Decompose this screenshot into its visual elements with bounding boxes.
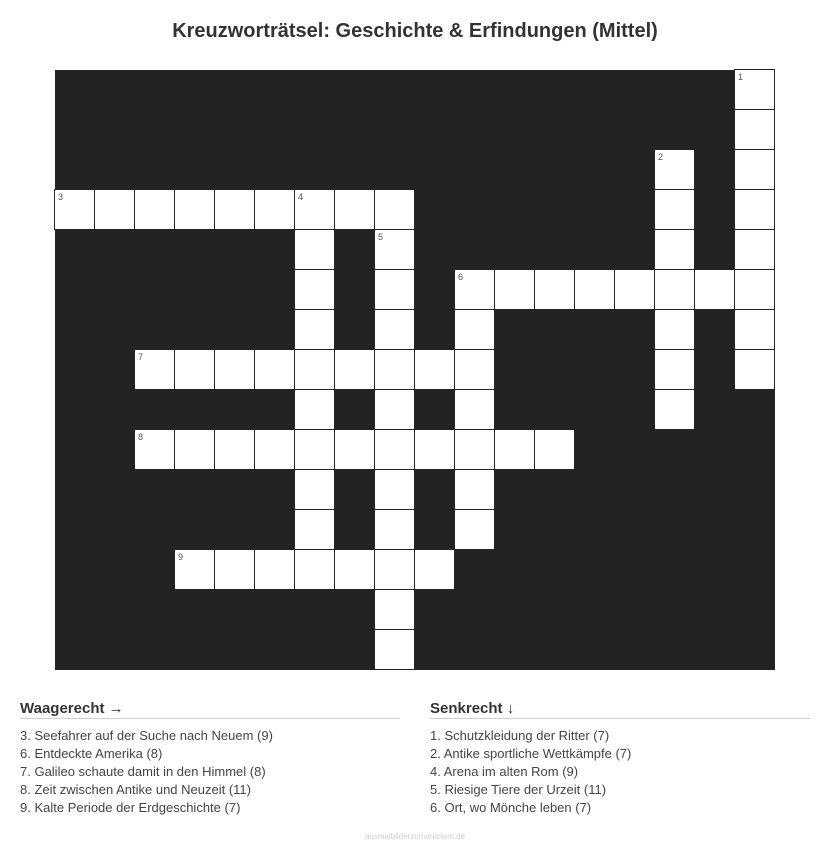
grid-cell[interactable] [134, 189, 175, 230]
grid-cell[interactable] [54, 189, 95, 230]
grid-cell[interactable] [174, 549, 215, 590]
grid-cell[interactable] [574, 269, 615, 310]
grid-cell[interactable] [294, 509, 335, 550]
clue-number: 2 [658, 152, 664, 162]
grid-cell[interactable] [694, 269, 735, 310]
grid-cell[interactable] [374, 229, 415, 270]
grid-cell[interactable] [454, 389, 495, 430]
grid-cell[interactable] [654, 229, 695, 270]
grid-cell[interactable] [654, 389, 695, 430]
grid-cell[interactable] [294, 349, 335, 390]
grid-cell[interactable] [174, 189, 215, 230]
clue-across-9: 9. Kalte Periode der Erdgeschichte (7) [20, 800, 241, 815]
clue-number: 4 [298, 192, 304, 202]
grid-cell[interactable] [94, 189, 135, 230]
grid-cell[interactable] [374, 189, 415, 230]
grid-cell[interactable] [454, 429, 495, 470]
grid-cell[interactable] [294, 309, 335, 350]
clue-across-7: 7. Galileo schaute damit in den Himmel (8) [20, 764, 266, 779]
grid-cell[interactable] [134, 349, 175, 390]
grid-cell[interactable] [734, 69, 775, 110]
clue-number: 9 [178, 552, 184, 562]
clue-down-1: 1. Schutzkleidung der Ritter (7) [430, 728, 610, 743]
grid-cell[interactable] [374, 589, 415, 630]
grid-cell[interactable] [654, 349, 695, 390]
clue-number: 8 [138, 432, 144, 442]
grid-cell[interactable] [374, 309, 415, 350]
grid-cell[interactable] [494, 269, 535, 310]
grid-cell[interactable] [334, 189, 375, 230]
grid-cell[interactable] [734, 109, 775, 150]
grid-cell[interactable] [174, 349, 215, 390]
grid-cell[interactable] [294, 229, 335, 270]
clue-across-3: 3. Seefahrer auf der Suche nach Neuem (9) [20, 728, 273, 743]
grid-cell[interactable] [254, 189, 295, 230]
grid-cell[interactable] [374, 629, 415, 670]
grid-cell[interactable] [374, 509, 415, 550]
grid-cell[interactable] [734, 149, 775, 190]
grid-cell[interactable] [214, 189, 255, 230]
grid-cell[interactable] [294, 389, 335, 430]
grid-cell[interactable] [294, 549, 335, 590]
clue-down-2: 2. Antike sportliche Wettkämpfe (7) [430, 746, 632, 761]
grid-cell[interactable] [494, 429, 535, 470]
grid-cell[interactable] [294, 469, 335, 510]
grid-cell[interactable] [254, 549, 295, 590]
grid-cell[interactable] [414, 349, 455, 390]
grid-cell[interactable] [454, 509, 495, 550]
clue-down-4: 4. Arena im alten Rom (9) [430, 764, 579, 779]
grid-cell[interactable] [454, 269, 495, 310]
grid-cell[interactable] [294, 429, 335, 470]
clue-number: 6 [458, 272, 464, 282]
across-clues [20, 700, 400, 817]
footer-credit: ausmalbilderzumdrucken.de [364, 832, 466, 841]
clue-down-5: 5. Riesige Tiere der Urzeit (11) [430, 782, 607, 797]
grid-cell[interactable] [414, 549, 455, 590]
clue-number: 3 [58, 192, 64, 202]
grid-cell[interactable] [734, 309, 775, 350]
down-heading: Senkrecht ↓ [430, 700, 810, 719]
clue-number: 1 [738, 72, 744, 82]
grid-cell[interactable] [734, 229, 775, 270]
grid-cell[interactable] [214, 429, 255, 470]
grid-cell[interactable] [734, 349, 775, 390]
crossword-grid [55, 70, 775, 670]
clue-number: 7 [138, 352, 144, 362]
grid-cell[interactable] [534, 429, 575, 470]
grid-cell[interactable] [374, 349, 415, 390]
grid-cell[interactable] [734, 189, 775, 230]
grid-cell[interactable] [294, 269, 335, 310]
grid-cell[interactable] [294, 189, 335, 230]
grid-cell[interactable] [254, 349, 295, 390]
grid-cell[interactable] [254, 429, 295, 470]
grid-cell[interactable] [214, 549, 255, 590]
grid-cell[interactable] [534, 269, 575, 310]
grid-cell[interactable] [654, 309, 695, 350]
page-title: Kreuzworträtsel: Geschichte & Erfindungen (Mittel) [172, 20, 658, 42]
grid-cell[interactable] [654, 269, 695, 310]
across-heading: Waagerecht → [20, 700, 400, 719]
grid-cell[interactable] [134, 429, 175, 470]
clue-across-8: 8. Zeit zwischen Antike und Neuzeit (11) [20, 782, 251, 797]
grid-cell[interactable] [734, 269, 775, 310]
down-clues [430, 700, 810, 817]
grid-cell[interactable] [414, 429, 455, 470]
grid-cell[interactable] [454, 309, 495, 350]
grid-cell[interactable] [374, 469, 415, 510]
grid-cell[interactable] [654, 149, 695, 190]
grid-cell[interactable] [334, 349, 375, 390]
grid-cell[interactable] [334, 429, 375, 470]
grid-cell[interactable] [214, 349, 255, 390]
grid-cell[interactable] [454, 469, 495, 510]
grid-cell[interactable] [654, 189, 695, 230]
grid-cell[interactable] [374, 429, 415, 470]
clue-across-6: 6. Entdeckte Amerika (8) [20, 746, 163, 761]
clue-number: 5 [378, 232, 384, 242]
grid-cell[interactable] [374, 269, 415, 310]
grid-cell[interactable] [374, 549, 415, 590]
grid-cell[interactable] [174, 429, 215, 470]
clue-down-6: 6. Ort, wo Mönche leben (7) [430, 800, 592, 815]
grid-cell[interactable] [334, 549, 375, 590]
grid-cell[interactable] [614, 269, 655, 310]
grid-cell[interactable] [374, 389, 415, 430]
grid-cell[interactable] [454, 349, 495, 390]
